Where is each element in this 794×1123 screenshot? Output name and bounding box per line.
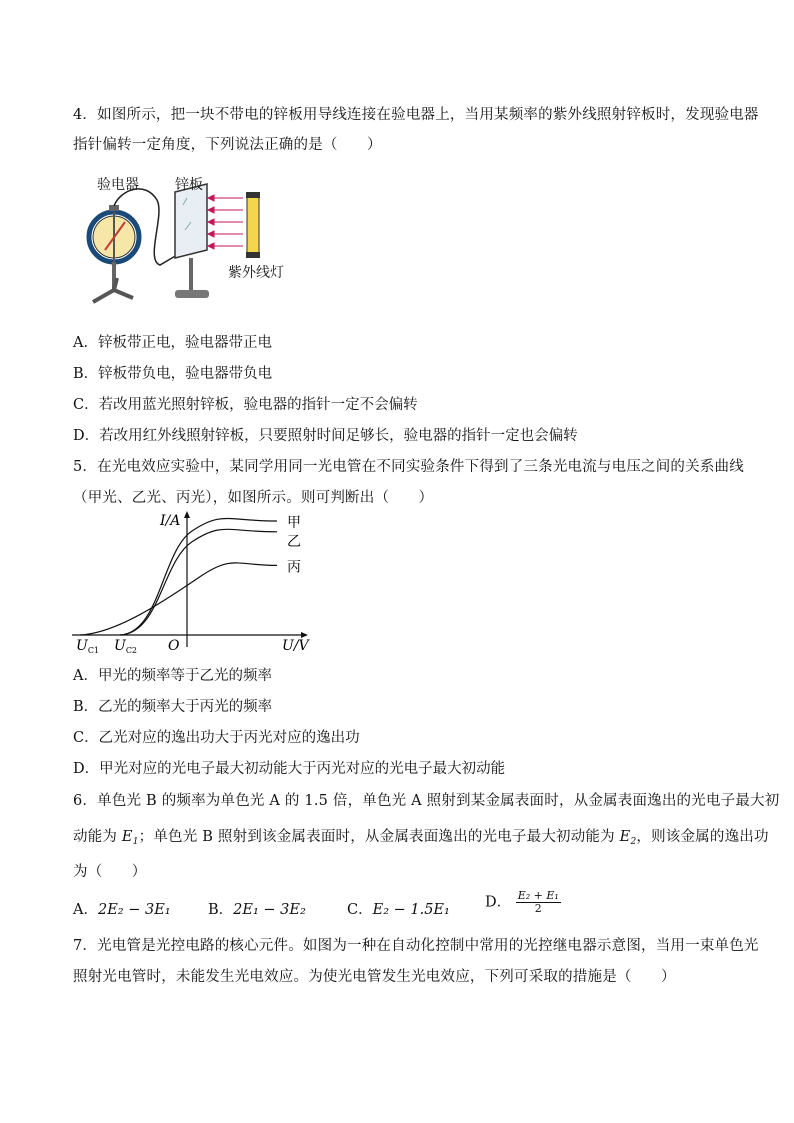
- x-axis-label: U/V: [282, 638, 309, 654]
- q6-option-d-fraction: [516, 890, 561, 915]
- q6-option-d-prefix: D．: [485, 894, 512, 911]
- iu-curve-chart: [72, 507, 317, 657]
- electroscope-icon: [89, 205, 139, 302]
- q6-text-a: 动能为: [73, 829, 118, 845]
- q6-option-c-formula: E₂ − 1.5E₁: [372, 902, 450, 918]
- y-axis-label: I/A: [160, 513, 181, 529]
- curve-series-0: [120, 519, 277, 636]
- q4-stem-line1: 4．如图所示，把一块不带电的锌板用导线连接在验电器上，当用某频率的紫外线照射锌板时，发现验电器: [73, 107, 759, 123]
- series-label-yi: 乙: [287, 533, 301, 550]
- uv-rays-icon: [208, 195, 243, 249]
- q4-option-a: A．锌板带正电，验电器带正电: [73, 335, 272, 351]
- q5-option-b: B．乙光的频率大于丙光的频率: [73, 699, 273, 715]
- q5-option-c: C．乙光对应的逸出功大于丙光对应的逸出功: [73, 730, 360, 746]
- y-axis-arrow: [184, 511, 190, 518]
- q6-option-c: [347, 898, 450, 919]
- q4-figure: [75, 170, 315, 310]
- q6-text-c: ，则该金属的逸出功: [636, 829, 769, 845]
- q4-option-b: B．锌板带负电，验电器带负电: [73, 366, 273, 382]
- q6-option-a-formula: 2E₂ − 3E₁: [97, 902, 171, 918]
- q6-stem-line2: [73, 825, 769, 847]
- q6-option-b-formula: 2E₁ − 3E₂: [233, 902, 306, 918]
- curve-series-1: [120, 529, 277, 635]
- q6-option-d: [485, 890, 561, 915]
- q6-text-b: ；单色光 B 照射到该金属表面时，从金属表面逸出的光电子最大初动能为: [138, 829, 615, 845]
- q5-option-d: D．甲光对应的光电子最大初动能大于丙光对应的光电子最大初动能: [73, 761, 506, 777]
- q6-option-b: [208, 898, 306, 919]
- q5-option-a: A．甲光的频率等于乙光的频率: [73, 668, 272, 684]
- uv-lamp-icon: [246, 192, 260, 258]
- q6-option-a: [73, 898, 171, 919]
- q4-stem-line2: 指针偏转一定角度，下列说法正确的是（ ）: [73, 137, 382, 153]
- q7-stem-line2: 照射光电管时，未能发生光电效应。为使光电管发生光电效应，下列可采取的措施是（ ）: [73, 969, 676, 985]
- curve-series-2: [80, 563, 277, 635]
- q6-option-d-denominator: 2: [534, 902, 542, 915]
- x-tick-uc1: $U_{C1}$: [76, 638, 100, 655]
- series-label-bing: 丙: [287, 559, 301, 576]
- q6-e2-symbol: $E_2$: [619, 829, 637, 847]
- origin-label: O: [168, 638, 180, 654]
- q5-stem-line1: 5．在光电效应实验中，某同学用同一光电管在不同实验条件下得到了三条光电流与电压之间的关系曲线: [73, 459, 744, 475]
- q5-chart: [72, 507, 317, 657]
- q5-stem-line2: （甲光、乙光、丙光），如图所示。则可判断出（ ）: [73, 490, 434, 506]
- q6-e1-symbol: $E_1$: [121, 829, 139, 847]
- uv-lamp-label: 紫外线灯: [228, 265, 284, 281]
- q6-stem-line1: 6．单色光 B 的频率为单色光 A 的 1.5 倍，单色光 A 照射到某金属表面时，从金属表面逸出的光电子最大初: [73, 793, 780, 809]
- zinc-plate-icon: [175, 184, 209, 298]
- electroscope-label: 验电器: [97, 177, 139, 193]
- q6-option-a-prefix: A．: [73, 902, 98, 918]
- q7-stem-line1: 7．光电管是光控电路的核心元件。如图为一种在自动化控制中常用的光控继电器示意图，当用一束单色光: [73, 938, 759, 954]
- x-tick-uc2: $U_{C2}$: [114, 638, 138, 655]
- q4-option-c: C．若改用蓝光照射锌板，验电器的指针一定不会偏转: [73, 397, 418, 413]
- q6-stem-line3: 为（ ）: [73, 864, 147, 880]
- series-label-jia: 甲: [287, 515, 301, 531]
- q6-option-c-prefix: C．: [347, 902, 373, 918]
- q4-option-d: D．若改用红外线照射锌板，只要照射时间足够长，验电器的指针一定也会偏转: [73, 428, 578, 444]
- q6-option-b-prefix: B．: [208, 902, 234, 918]
- zinc-plate-label: 锌板: [175, 177, 203, 193]
- q6-option-d-numerator: E₂ + E₁: [517, 889, 559, 902]
